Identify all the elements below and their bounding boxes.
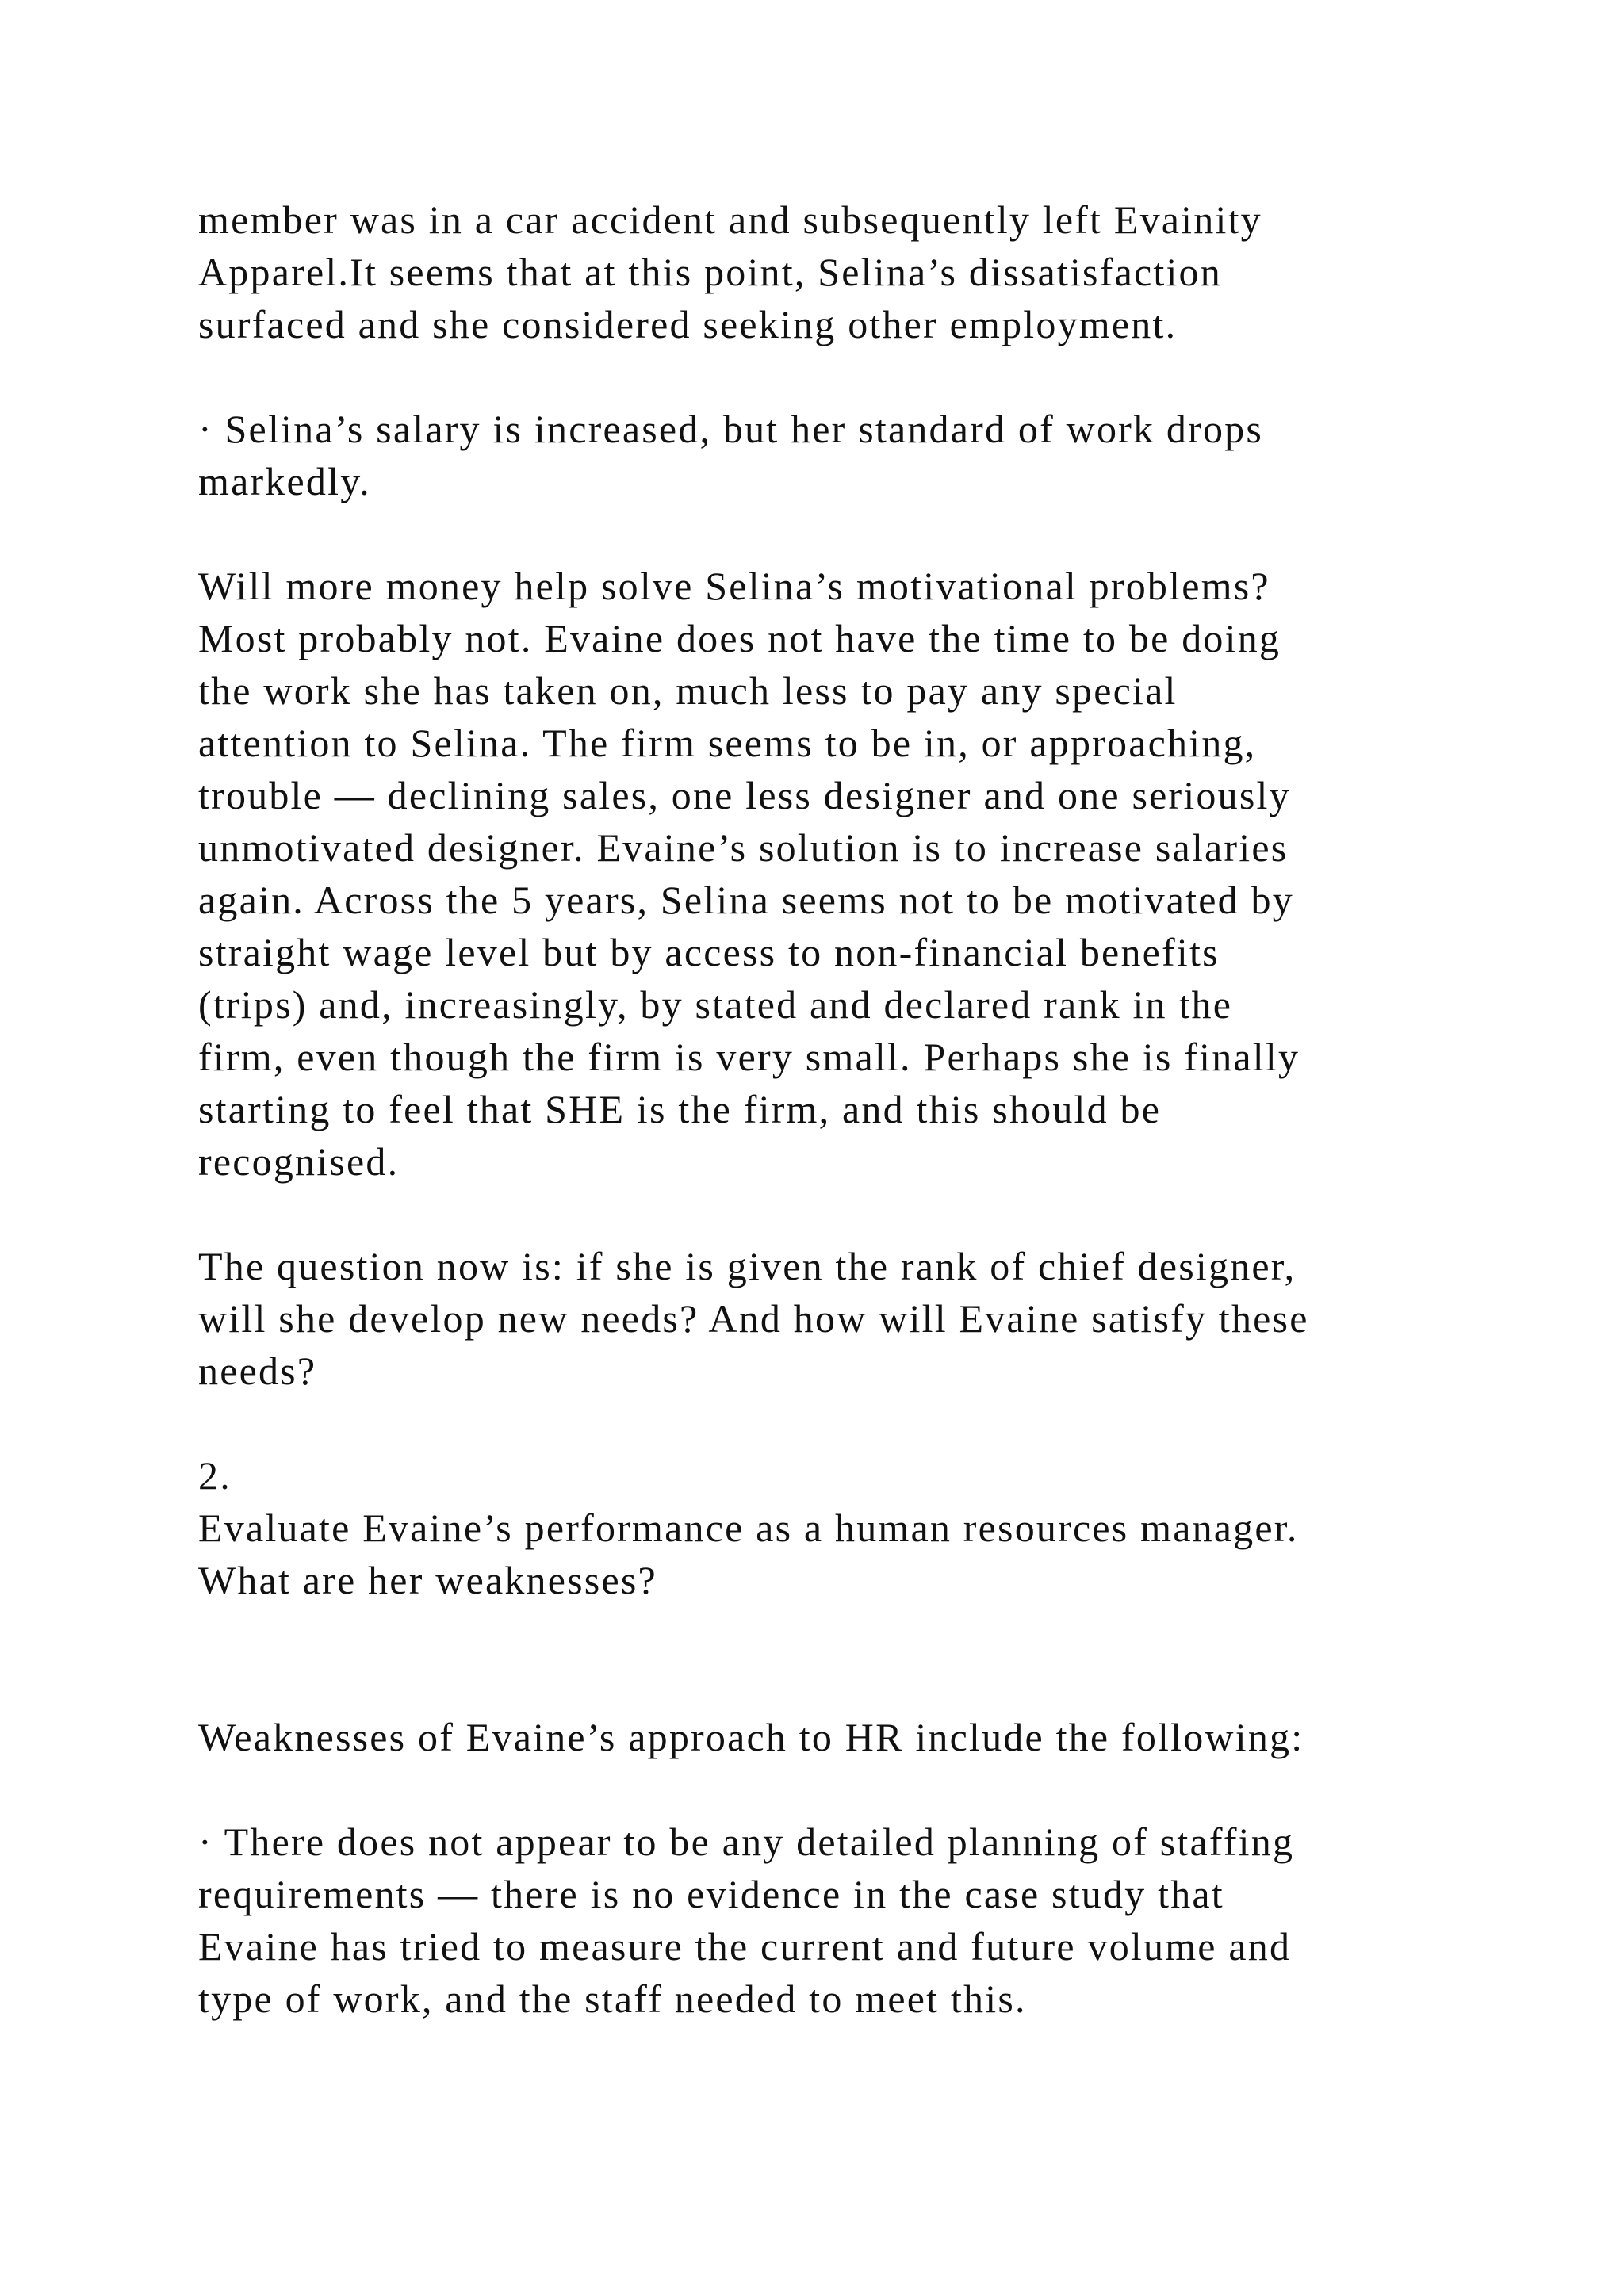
paragraph-gap: [198, 1763, 1546, 1816]
question-number: 2.: [198, 1453, 232, 1498]
bullet-salary-increase: [198, 403, 1546, 507]
text-line: The question now is: if she is given the rank of chief designer,: [198, 1244, 1297, 1288]
paragraph-gap: [198, 350, 1546, 403]
document-body: [198, 193, 1546, 2025]
text-line: recognised.: [198, 1139, 400, 1184]
text-line: attention to Selina. The firm seems to be in, or approaching,: [198, 721, 1257, 765]
paragraph-gap: [198, 1397, 1546, 1449]
paragraph-money-motivation: [198, 560, 1546, 1188]
text-line: trouble — declining sales, one less designer and one seriously: [198, 773, 1291, 817]
paragraph-weaknesses-intro: [198, 1711, 1546, 1763]
paragraph-gap: [198, 1606, 1546, 1711]
question-text-line: Evaluate Evaine’s performance as a human resources manager.: [198, 1506, 1299, 1550]
text-line: Will more money help solve Selina’s motivational problems?: [198, 564, 1270, 608]
text-line: type of work, and the staff needed to meet this.: [198, 1976, 1027, 2021]
question-2: [198, 1449, 1546, 1606]
text-line: surfaced and she considered seeking other employment.: [198, 302, 1178, 346]
text-line: needs?: [198, 1349, 317, 1393]
text-line: straight wage level but by access to non-financial benefits: [198, 930, 1220, 974]
text-line: · Selina’s salary is increased, but her standard of work drops: [198, 407, 1264, 451]
text-line: Evaine has tried to measure the current and future volume and: [198, 1924, 1292, 1969]
paragraph-chief-designer-question: [198, 1240, 1546, 1397]
bullet-staff-planning: [198, 1816, 1546, 2025]
text-line: member was in a car accident and subsequently left Evainity: [198, 197, 1262, 242]
text-line: Apparel.It seems that at this point, Selina’s dissatisfaction: [198, 250, 1222, 294]
text-line: Weaknesses of Evaine’s approach to HR include the following:: [198, 1715, 1304, 1759]
text-line: · There does not appear to be any detailed planning of staffing: [198, 1820, 1295, 1864]
text-line: requirements — there is no evidence in the case study that: [198, 1872, 1224, 1916]
text-line: unmotivated designer. Evaine’s solution is to increase salaries: [198, 825, 1289, 870]
text-line: again. Across the 5 years, Selina seems not to be motivated by: [198, 878, 1294, 922]
text-line: markedly.: [198, 459, 371, 503]
text-line: the work she has taken on, much less to pay any special: [198, 668, 1178, 713]
text-line: (trips) and, increasingly, by stated and declared rank in the: [198, 982, 1233, 1027]
text-line: firm, even though the firm is very small. Perhaps she is finally: [198, 1035, 1300, 1079]
text-line: will she develop new needs? And how will Evaine satisfy these: [198, 1296, 1309, 1341]
paragraph-continuation: [198, 193, 1546, 350]
text-line: starting to feel that SHE is the firm, and this should be: [198, 1087, 1162, 1131]
paragraph-gap: [198, 507, 1546, 560]
paragraph-gap: [198, 1188, 1546, 1240]
question-text-line: What are her weaknesses?: [198, 1558, 657, 1602]
text-line: Most probably not. Evaine does not have the time to be doing: [198, 616, 1281, 660]
